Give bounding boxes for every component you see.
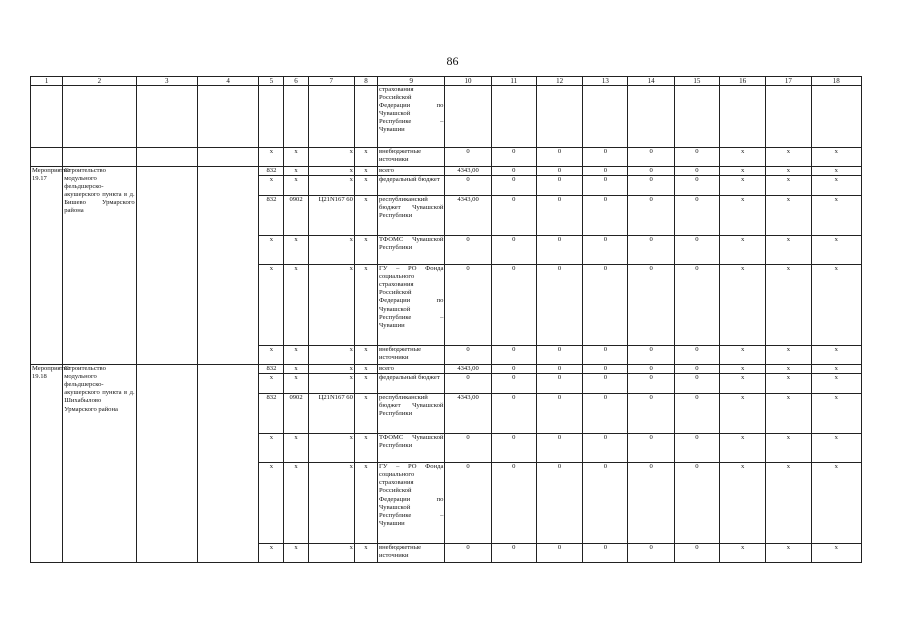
amount-cell: х: [720, 236, 766, 265]
column-header: 12: [536, 77, 582, 86]
amount-cell: 0: [628, 434, 674, 463]
code-cell-c6: 0902: [284, 196, 308, 236]
amount-cell: х: [811, 434, 861, 463]
amount-cell: 0: [674, 148, 719, 167]
amount-cell: 0: [491, 544, 536, 563]
amount-cell: 0: [628, 265, 674, 346]
funding-source: страхования Российской Федерации по Чувашской Республике – Чувашии: [378, 86, 445, 148]
empty-cell: [536, 86, 582, 148]
code-cell-c5: х: [259, 374, 284, 394]
amount-cell: х: [720, 167, 766, 176]
amount-cell: 0: [445, 346, 491, 365]
empty-cell: [63, 86, 136, 148]
amount-cell: 0: [536, 346, 582, 365]
amount-cell: 0: [628, 196, 674, 236]
amount-cell: х: [766, 463, 811, 544]
code-cell-c7: х: [308, 167, 354, 176]
amount-cell: 0: [674, 463, 719, 544]
empty-cell: [197, 167, 258, 365]
amount-cell: 4343,00: [445, 365, 491, 374]
code-cell-c5: х: [259, 148, 284, 167]
amount-cell: х: [811, 176, 861, 196]
amount-cell: х: [766, 394, 811, 434]
funding-source: республиканский бюджет Чувашской Республики: [378, 196, 445, 236]
measure-id: Мероприятие 19.18: [31, 365, 63, 563]
code-cell-c7: х: [308, 346, 354, 365]
funding-source: всего: [378, 167, 445, 176]
amount-cell: 0: [583, 394, 628, 434]
table-body: [31, 77, 862, 563]
amount-cell: х: [720, 463, 766, 544]
empty-cell: [766, 86, 811, 148]
amount-cell: 0: [583, 346, 628, 365]
column-header: 14: [628, 77, 674, 86]
amount-cell: 0: [628, 346, 674, 365]
amount-cell: х: [720, 148, 766, 167]
code-cell-c8: х: [354, 167, 377, 176]
code-cell-c7: Ц21N167 60: [308, 196, 354, 236]
amount-cell: х: [766, 236, 811, 265]
code-cell-c8: х: [354, 236, 377, 265]
amount-cell: 0: [674, 394, 719, 434]
code-cell-c8: х: [354, 196, 377, 236]
empty-cell: [308, 86, 354, 148]
empty-cell: [197, 148, 258, 167]
amount-cell: х: [811, 167, 861, 176]
amount-cell: 0: [491, 365, 536, 374]
amount-cell: 0: [583, 167, 628, 176]
amount-cell: х: [766, 365, 811, 374]
empty-cell: [628, 86, 674, 148]
amount-cell: 0: [674, 374, 719, 394]
budget-table: [30, 76, 862, 563]
amount-cell: х: [766, 176, 811, 196]
amount-cell: х: [811, 394, 861, 434]
code-cell-c6: х: [284, 463, 308, 544]
code-cell-c8: х: [354, 544, 377, 563]
empty-cell: [811, 86, 861, 148]
amount-cell: х: [720, 394, 766, 434]
funding-source: ГУ – РО Фонда социального страхования Российской Федерации по Чувашской Республике – Чувашии: [378, 463, 445, 544]
empty-cell: [63, 148, 136, 167]
amount-cell: 0: [491, 167, 536, 176]
empty-cell: [674, 86, 719, 148]
code-cell-c7: х: [308, 148, 354, 167]
amount-cell: 0: [536, 544, 582, 563]
code-cell-c5: х: [259, 434, 284, 463]
amount-cell: 0: [674, 167, 719, 176]
amount-cell: 0: [445, 236, 491, 265]
amount-cell: 0: [674, 346, 719, 365]
measure-name: Строительство модульного фельдшерско-акушерского пункта в д. Бишево Урмарского района: [63, 167, 136, 365]
empty-cell: [31, 148, 63, 167]
code-cell-c6: х: [284, 265, 308, 346]
empty-cell: [136, 148, 197, 167]
amount-cell: х: [811, 463, 861, 544]
empty-cell: [445, 86, 491, 148]
funding-source: внебюджетные источники: [378, 148, 445, 167]
empty-cell: [136, 167, 197, 365]
amount-cell: 0: [445, 463, 491, 544]
amount-cell: х: [811, 374, 861, 394]
amount-cell: 0: [536, 236, 582, 265]
amount-cell: х: [811, 365, 861, 374]
code-cell-c5: 832: [259, 196, 284, 236]
funding-source: внебюджетные источники: [378, 544, 445, 563]
empty-cell: [136, 86, 197, 148]
code-cell-c8: х: [354, 463, 377, 544]
code-cell-c6: х: [284, 434, 308, 463]
code-cell-c7: х: [308, 544, 354, 563]
amount-cell: 0: [445, 176, 491, 196]
column-header: 11: [491, 77, 536, 86]
amount-cell: 0: [445, 148, 491, 167]
column-header: 1: [31, 77, 63, 86]
column-header: 6: [284, 77, 308, 86]
code-cell-c8: х: [354, 365, 377, 374]
measure-name: Строительство модульного фельдшерско-акушерского пункта в д. Шихабылово Урмарского района: [63, 365, 136, 563]
amount-cell: 0: [628, 374, 674, 394]
amount-cell: 0: [583, 148, 628, 167]
measure-id: Мероприятие 19.17: [31, 167, 63, 365]
amount-cell: 0: [536, 176, 582, 196]
code-cell-c7: х: [308, 176, 354, 196]
column-header: 5: [259, 77, 284, 86]
amount-cell: 0: [628, 394, 674, 434]
amount-cell: х: [811, 544, 861, 563]
code-cell-c6: х: [284, 148, 308, 167]
funding-source: ТФОМС Чувашской Республики: [378, 434, 445, 463]
code-cell-c7: х: [308, 236, 354, 265]
amount-cell: 0: [491, 196, 536, 236]
empty-cell: [259, 86, 284, 148]
code-cell-c7: х: [308, 265, 354, 346]
empty-cell: [197, 365, 258, 563]
empty-cell: [136, 365, 197, 563]
amount-cell: 0: [583, 176, 628, 196]
amount-cell: 0: [536, 374, 582, 394]
amount-cell: 4343,00: [445, 167, 491, 176]
amount-cell: х: [720, 365, 766, 374]
column-header: 15: [674, 77, 719, 86]
column-header: 13: [583, 77, 628, 86]
amount-cell: 0: [445, 544, 491, 563]
code-cell-c5: х: [259, 544, 284, 563]
code-cell-c6: х: [284, 167, 308, 176]
amount-cell: 0: [674, 176, 719, 196]
code-cell-c6: х: [284, 365, 308, 374]
column-header: 2: [63, 77, 136, 86]
amount-cell: 0: [583, 544, 628, 563]
amount-cell: 0: [445, 265, 491, 346]
amount-cell: 0: [628, 148, 674, 167]
amount-cell: х: [766, 265, 811, 346]
amount-cell: 0: [674, 434, 719, 463]
amount-cell: 0: [674, 196, 719, 236]
amount-cell: х: [720, 346, 766, 365]
empty-cell: [491, 86, 536, 148]
amount-cell: х: [766, 346, 811, 365]
amount-cell: 0: [445, 434, 491, 463]
funding-source: ГУ – РО Фонда социального страхования Российской Федерации по Чувашской Республике – Чувашии: [378, 265, 445, 346]
code-cell-c7: Ц21N167 60: [308, 394, 354, 434]
amount-cell: 0: [491, 236, 536, 265]
column-header: 18: [811, 77, 861, 86]
column-header: 7: [308, 77, 354, 86]
amount-cell: х: [766, 167, 811, 176]
amount-cell: 0: [491, 265, 536, 346]
amount-cell: х: [811, 265, 861, 346]
code-cell-c8: х: [354, 394, 377, 434]
code-cell-c7: х: [308, 365, 354, 374]
amount-cell: 0: [491, 394, 536, 434]
amount-cell: 0: [536, 434, 582, 463]
amount-cell: 0: [674, 365, 719, 374]
amount-cell: х: [766, 374, 811, 394]
amount-cell: 0: [445, 374, 491, 394]
amount-cell: 0: [628, 176, 674, 196]
amount-cell: х: [720, 434, 766, 463]
amount-cell: 0: [491, 434, 536, 463]
code-cell-c6: х: [284, 176, 308, 196]
amount-cell: х: [720, 196, 766, 236]
funding-source: федеральный бюджет: [378, 176, 445, 196]
amount-cell: 0: [491, 346, 536, 365]
funding-source: федеральный бюджет: [378, 374, 445, 394]
table-row: [31, 148, 862, 167]
amount-cell: 0: [674, 265, 719, 346]
amount-cell: х: [720, 265, 766, 346]
amount-cell: 0: [628, 365, 674, 374]
amount-cell: х: [811, 346, 861, 365]
code-cell-c5: х: [259, 346, 284, 365]
amount-cell: 0: [536, 265, 582, 346]
code-cell-c8: х: [354, 374, 377, 394]
amount-cell: 0: [583, 365, 628, 374]
empty-cell: [197, 86, 258, 148]
table-row: [31, 167, 862, 176]
amount-cell: 0: [628, 463, 674, 544]
column-header: 3: [136, 77, 197, 86]
amount-cell: 0: [536, 148, 582, 167]
column-header: 10: [445, 77, 491, 86]
amount-cell: х: [720, 544, 766, 563]
funding-source: всего: [378, 365, 445, 374]
amount-cell: 0: [583, 374, 628, 394]
amount-cell: 0: [583, 236, 628, 265]
amount-cell: 0: [491, 148, 536, 167]
code-cell-c7: х: [308, 463, 354, 544]
empty-cell: [284, 86, 308, 148]
amount-cell: 0: [628, 544, 674, 563]
code-cell-c5: х: [259, 176, 284, 196]
column-header: 16: [720, 77, 766, 86]
amount-cell: 0: [628, 236, 674, 265]
code-cell-c8: х: [354, 434, 377, 463]
code-cell-c5: х: [259, 236, 284, 265]
code-cell-c6: х: [284, 236, 308, 265]
column-header: 4: [197, 77, 258, 86]
funding-source: республиканский бюджет Чувашской Республики: [378, 394, 445, 434]
code-cell-c5: 832: [259, 394, 284, 434]
empty-cell: [720, 86, 766, 148]
code-cell-c7: х: [308, 434, 354, 463]
code-cell-c6: х: [284, 544, 308, 563]
code-cell-c6: х: [284, 374, 308, 394]
code-cell-c5: х: [259, 265, 284, 346]
amount-cell: х: [811, 236, 861, 265]
empty-cell: [354, 86, 377, 148]
code-cell-c5: 832: [259, 365, 284, 374]
column-header-row: [31, 77, 862, 86]
column-header: 9: [378, 77, 445, 86]
amount-cell: 0: [628, 167, 674, 176]
amount-cell: 0: [583, 265, 628, 346]
code-cell-c6: х: [284, 346, 308, 365]
amount-cell: 0: [583, 434, 628, 463]
column-header: 8: [354, 77, 377, 86]
empty-cell: [583, 86, 628, 148]
amount-cell: 4343,00: [445, 196, 491, 236]
column-header: 17: [766, 77, 811, 86]
amount-cell: 0: [491, 463, 536, 544]
amount-cell: 0: [536, 196, 582, 236]
amount-cell: 0: [491, 176, 536, 196]
funding-source: внебюджетные источники: [378, 346, 445, 365]
amount-cell: х: [811, 148, 861, 167]
amount-cell: 0: [536, 365, 582, 374]
code-cell-c5: х: [259, 463, 284, 544]
amount-cell: 0: [491, 374, 536, 394]
amount-cell: 0: [536, 394, 582, 434]
code-cell-c8: х: [354, 265, 377, 346]
amount-cell: 4343,00: [445, 394, 491, 434]
amount-cell: х: [766, 148, 811, 167]
amount-cell: 0: [674, 236, 719, 265]
code-cell-c8: х: [354, 176, 377, 196]
code-cell-c8: х: [354, 148, 377, 167]
amount-cell: х: [720, 176, 766, 196]
funding-source: ТФОМС Чувашской Республики: [378, 236, 445, 265]
code-cell-c6: 0902: [284, 394, 308, 434]
amount-cell: 0: [583, 463, 628, 544]
empty-cell: [31, 86, 63, 148]
amount-cell: х: [766, 434, 811, 463]
amount-cell: 0: [536, 463, 582, 544]
amount-cell: х: [766, 196, 811, 236]
amount-cell: х: [811, 196, 861, 236]
amount-cell: 0: [536, 167, 582, 176]
amount-cell: х: [766, 544, 811, 563]
amount-cell: 0: [674, 544, 719, 563]
table-row: [31, 365, 862, 374]
amount-cell: 0: [583, 196, 628, 236]
table-row: [31, 86, 862, 148]
page-number: 86: [446, 54, 459, 68]
code-cell-c5: 832: [259, 167, 284, 176]
code-cell-c7: х: [308, 374, 354, 394]
code-cell-c8: х: [354, 346, 377, 365]
amount-cell: х: [720, 374, 766, 394]
